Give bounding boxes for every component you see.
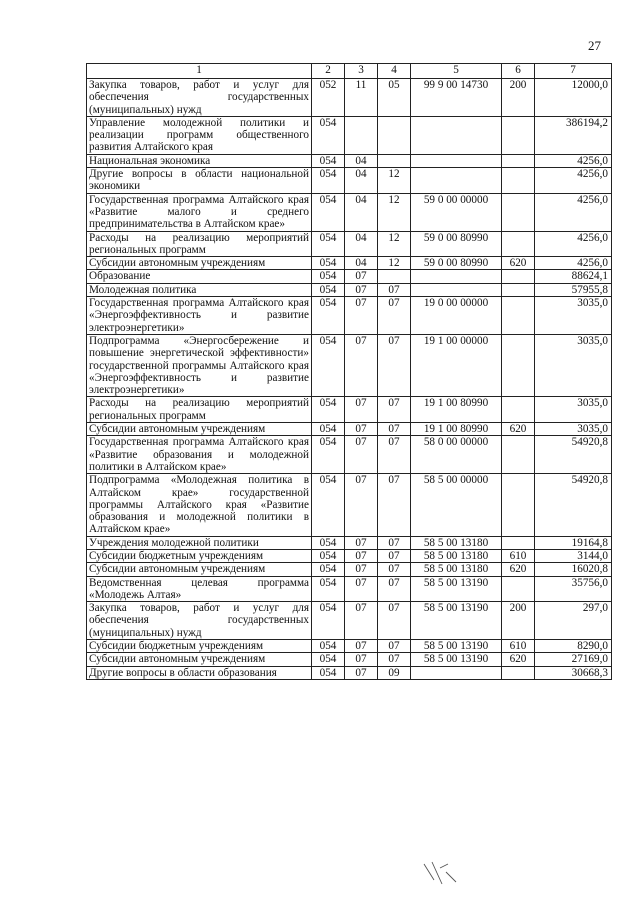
cell-name: Ведомственная целевая программа «Молодежь Алтая» bbox=[87, 576, 312, 602]
cell-c2: 054 bbox=[312, 576, 345, 602]
cell-c4: 09 bbox=[378, 666, 411, 679]
table-row bbox=[87, 423, 612, 436]
cell-c4: 07 bbox=[378, 334, 411, 396]
cell-c3: 04 bbox=[345, 154, 378, 167]
page-number: 27 bbox=[588, 38, 601, 53]
cell-name: Субсидии бюджетным учреждениям bbox=[87, 549, 312, 562]
cell-c2: 054 bbox=[312, 231, 345, 257]
cell-c7: 88624,1 bbox=[535, 270, 612, 283]
cell-c5: 19 1 00 00000 bbox=[411, 334, 502, 396]
cell-c4: 07 bbox=[378, 563, 411, 576]
cell-c6: 620 bbox=[502, 257, 535, 270]
cell-c5 bbox=[411, 154, 502, 167]
table-row bbox=[87, 536, 612, 549]
cell-c6 bbox=[502, 270, 535, 283]
cell-c7: 3035,0 bbox=[535, 423, 612, 436]
cell-c5 bbox=[411, 283, 502, 296]
cell-c5 bbox=[411, 666, 502, 679]
table-row bbox=[87, 154, 612, 167]
cell-c3: 07 bbox=[345, 423, 378, 436]
cell-c4 bbox=[378, 154, 411, 167]
cell-c6 bbox=[502, 231, 535, 257]
cell-name: Субсидии автономным учреждениям bbox=[87, 653, 312, 666]
cell-c2: 054 bbox=[312, 283, 345, 296]
cell-c4: 07 bbox=[378, 297, 411, 335]
cell-c2: 054 bbox=[312, 168, 345, 194]
cell-c6: 610 bbox=[502, 549, 535, 562]
cell-c5: 58 5 00 13190 bbox=[411, 602, 502, 640]
cell-name: Субсидии автономным учреждениям bbox=[87, 563, 312, 576]
cell-c5: 59 0 00 00000 bbox=[411, 193, 502, 231]
cell-c4: 07 bbox=[378, 283, 411, 296]
cell-c3: 07 bbox=[345, 576, 378, 602]
table-body bbox=[87, 79, 612, 680]
cell-c3: 04 bbox=[345, 231, 378, 257]
cell-c4: 07 bbox=[378, 549, 411, 562]
cell-c7: 386194,2 bbox=[535, 116, 612, 154]
table-row bbox=[87, 576, 612, 602]
table-row bbox=[87, 436, 612, 474]
cell-c7: 4256,0 bbox=[535, 193, 612, 231]
cell-c4: 07 bbox=[378, 536, 411, 549]
cell-c2: 054 bbox=[312, 602, 345, 640]
cell-name: Государственная программа Алтайского края «Развитие малого и среднего предпринимательства в Алтайском крае» bbox=[87, 193, 312, 231]
cell-c4: 07 bbox=[378, 474, 411, 536]
cell-c5: 19 0 00 00000 bbox=[411, 297, 502, 335]
cell-c6: 610 bbox=[502, 640, 535, 653]
cell-name: Расходы на реализацию мероприятий региональных программ bbox=[87, 397, 312, 423]
cell-c6 bbox=[502, 283, 535, 296]
cell-c3: 04 bbox=[345, 257, 378, 270]
cell-c3: 07 bbox=[345, 297, 378, 335]
cell-c7: 19164,8 bbox=[535, 536, 612, 549]
cell-c5: 58 5 00 13190 bbox=[411, 640, 502, 653]
cell-c6: 620 bbox=[502, 423, 535, 436]
cell-c2: 054 bbox=[312, 154, 345, 167]
cell-c7: 4256,0 bbox=[535, 231, 612, 257]
cell-c5: 59 0 00 80990 bbox=[411, 257, 502, 270]
cell-c5: 19 1 00 80990 bbox=[411, 423, 502, 436]
cell-c3: 07 bbox=[345, 283, 378, 296]
cell-c2: 054 bbox=[312, 423, 345, 436]
header-col-6: 6 bbox=[502, 64, 535, 79]
cell-c6 bbox=[502, 576, 535, 602]
cell-c6 bbox=[502, 436, 535, 474]
cell-name: Субсидии бюджетным учреждениям bbox=[87, 640, 312, 653]
cell-c7: 8290,0 bbox=[535, 640, 612, 653]
cell-c7: 57955,8 bbox=[535, 283, 612, 296]
cell-c7: 4256,0 bbox=[535, 154, 612, 167]
cell-c4: 12 bbox=[378, 231, 411, 257]
cell-c6: 200 bbox=[502, 602, 535, 640]
cell-c2: 054 bbox=[312, 666, 345, 679]
cell-c3: 07 bbox=[345, 536, 378, 549]
cell-c7: 54920,8 bbox=[535, 436, 612, 474]
cell-c5 bbox=[411, 116, 502, 154]
cell-c6 bbox=[502, 334, 535, 396]
table-row bbox=[87, 666, 612, 679]
table-row bbox=[87, 79, 612, 117]
table-row bbox=[87, 474, 612, 536]
cell-c2: 054 bbox=[312, 436, 345, 474]
cell-c4: 12 bbox=[378, 257, 411, 270]
cell-c6: 620 bbox=[502, 653, 535, 666]
cell-c5: 58 5 00 13190 bbox=[411, 653, 502, 666]
cell-c7: 4256,0 bbox=[535, 257, 612, 270]
cell-c2: 054 bbox=[312, 297, 345, 335]
cell-c6 bbox=[502, 666, 535, 679]
cell-c5: 59 0 00 80990 bbox=[411, 231, 502, 257]
cell-name: Расходы на реализацию мероприятий региональных программ bbox=[87, 231, 312, 257]
cell-c5: 19 1 00 80990 bbox=[411, 397, 502, 423]
header-col-2: 2 bbox=[312, 64, 345, 79]
cell-c7: 3035,0 bbox=[535, 334, 612, 396]
cell-c2: 054 bbox=[312, 474, 345, 536]
header-col-7: 7 bbox=[535, 64, 612, 79]
cell-c2: 054 bbox=[312, 334, 345, 396]
cell-c7: 54920,8 bbox=[535, 474, 612, 536]
cell-name: Подпрограмма «Энергосбережение и повышение энергетической эффективности» государственной программы Алтайского края «Энергоэффективность и развитие электроэнергетики» bbox=[87, 334, 312, 396]
header-col-3: 3 bbox=[345, 64, 378, 79]
cell-c4: 07 bbox=[378, 653, 411, 666]
cell-c6 bbox=[502, 154, 535, 167]
cell-c5: 58 5 00 13180 bbox=[411, 563, 502, 576]
budget-table bbox=[86, 63, 612, 680]
cell-name: Молодежная политика bbox=[87, 283, 312, 296]
cell-c3: 07 bbox=[345, 666, 378, 679]
header-row bbox=[87, 64, 612, 79]
cell-c6 bbox=[502, 474, 535, 536]
cell-c6 bbox=[502, 168, 535, 194]
cell-c7: 16020,8 bbox=[535, 563, 612, 576]
cell-c2: 054 bbox=[312, 116, 345, 154]
cell-name: Образование bbox=[87, 270, 312, 283]
cell-c2: 054 bbox=[312, 563, 345, 576]
cell-name: Закупка товаров, работ и услуг для обеспечения государственных (муниципальных) нужд bbox=[87, 602, 312, 640]
scribble-mark bbox=[420, 858, 468, 888]
table-row bbox=[87, 549, 612, 562]
cell-name: Учреждения молодежной политики bbox=[87, 536, 312, 549]
table-row bbox=[87, 297, 612, 335]
cell-c4: 07 bbox=[378, 602, 411, 640]
table-row bbox=[87, 397, 612, 423]
header-col-1: 1 bbox=[87, 64, 312, 79]
cell-c4: 05 bbox=[378, 79, 411, 117]
cell-c4: 12 bbox=[378, 168, 411, 194]
cell-c5: 58 5 00 13180 bbox=[411, 536, 502, 549]
cell-c3: 07 bbox=[345, 602, 378, 640]
cell-c3: 07 bbox=[345, 334, 378, 396]
cell-c4 bbox=[378, 116, 411, 154]
cell-c5 bbox=[411, 168, 502, 194]
cell-c6 bbox=[502, 116, 535, 154]
cell-c4: 12 bbox=[378, 193, 411, 231]
cell-c4: 07 bbox=[378, 423, 411, 436]
cell-c3: 07 bbox=[345, 563, 378, 576]
cell-c2: 052 bbox=[312, 79, 345, 117]
table-row bbox=[87, 116, 612, 154]
header-col-5: 5 bbox=[411, 64, 502, 79]
cell-c5: 58 0 00 00000 bbox=[411, 436, 502, 474]
cell-c6 bbox=[502, 536, 535, 549]
table-row bbox=[87, 334, 612, 396]
cell-c3: 07 bbox=[345, 270, 378, 283]
cell-c7: 35756,0 bbox=[535, 576, 612, 602]
cell-name: Закупка товаров, работ и услуг для обеспечения государственных (муниципальных) нужд bbox=[87, 79, 312, 117]
cell-c5: 58 5 00 00000 bbox=[411, 474, 502, 536]
cell-name: Управление молодежной политики и реализации программ общественного развития Алтайского края bbox=[87, 116, 312, 154]
cell-c3: 07 bbox=[345, 474, 378, 536]
cell-c7: 3035,0 bbox=[535, 397, 612, 423]
cell-c7: 12000,0 bbox=[535, 79, 612, 117]
table-row bbox=[87, 168, 612, 194]
cell-name: Государственная программа Алтайского края «Развитие образования и молодежной политики в Алтайском крае» bbox=[87, 436, 312, 474]
cell-c6: 620 bbox=[502, 563, 535, 576]
cell-c3: 04 bbox=[345, 193, 378, 231]
cell-name: Субсидии автономным учреждениям bbox=[87, 423, 312, 436]
cell-c7: 27169,0 bbox=[535, 653, 612, 666]
table-row bbox=[87, 563, 612, 576]
cell-name: Другие вопросы в области национальной экономики bbox=[87, 168, 312, 194]
cell-c2: 054 bbox=[312, 270, 345, 283]
cell-c5: 99 9 00 14730 bbox=[411, 79, 502, 117]
cell-c7: 3144,0 bbox=[535, 549, 612, 562]
cell-c3: 07 bbox=[345, 653, 378, 666]
cell-c4: 07 bbox=[378, 576, 411, 602]
cell-c7: 3035,0 bbox=[535, 297, 612, 335]
cell-c6 bbox=[502, 297, 535, 335]
cell-c4: 07 bbox=[378, 640, 411, 653]
cell-c7: 297,0 bbox=[535, 602, 612, 640]
table-row bbox=[87, 231, 612, 257]
cell-name: Национальная экономика bbox=[87, 154, 312, 167]
cell-c5 bbox=[411, 270, 502, 283]
cell-c3: 07 bbox=[345, 549, 378, 562]
table-row bbox=[87, 602, 612, 640]
cell-c3: 07 bbox=[345, 397, 378, 423]
cell-c4: 07 bbox=[378, 436, 411, 474]
table-row bbox=[87, 257, 612, 270]
cell-c2: 054 bbox=[312, 653, 345, 666]
table-header bbox=[87, 64, 612, 79]
cell-c6: 200 bbox=[502, 79, 535, 117]
cell-c7: 4256,0 bbox=[535, 168, 612, 194]
cell-c2: 054 bbox=[312, 257, 345, 270]
table-row bbox=[87, 640, 612, 653]
cell-c3: 07 bbox=[345, 436, 378, 474]
table-row bbox=[87, 283, 612, 296]
cell-c6 bbox=[502, 397, 535, 423]
table-row bbox=[87, 270, 612, 283]
cell-c2: 054 bbox=[312, 397, 345, 423]
cell-c2: 054 bbox=[312, 640, 345, 653]
cell-c6 bbox=[502, 193, 535, 231]
cell-c3: 11 bbox=[345, 79, 378, 117]
cell-c7: 30668,3 bbox=[535, 666, 612, 679]
cell-name: Подпрограмма «Молодежная политика в Алтайском крае» государственной программы Алтайского края «Развитие образования и молодежной политики в Алтайском крае» bbox=[87, 474, 312, 536]
cell-name: Другие вопросы в области образования bbox=[87, 666, 312, 679]
cell-c2: 054 bbox=[312, 536, 345, 549]
cell-c2: 054 bbox=[312, 549, 345, 562]
cell-c4 bbox=[378, 270, 411, 283]
cell-c3: 07 bbox=[345, 640, 378, 653]
cell-name: Субсидии автономным учреждениям bbox=[87, 257, 312, 270]
cell-c3: 04 bbox=[345, 168, 378, 194]
cell-c4: 07 bbox=[378, 397, 411, 423]
header-col-4: 4 bbox=[378, 64, 411, 79]
table-row bbox=[87, 653, 612, 666]
table-row bbox=[87, 193, 612, 231]
cell-name: Государственная программа Алтайского края «Энергоэффективность и развитие электроэнергетики» bbox=[87, 297, 312, 335]
cell-c3 bbox=[345, 116, 378, 154]
cell-c2: 054 bbox=[312, 193, 345, 231]
cell-c5: 58 5 00 13190 bbox=[411, 576, 502, 602]
cell-c5: 58 5 00 13180 bbox=[411, 549, 502, 562]
